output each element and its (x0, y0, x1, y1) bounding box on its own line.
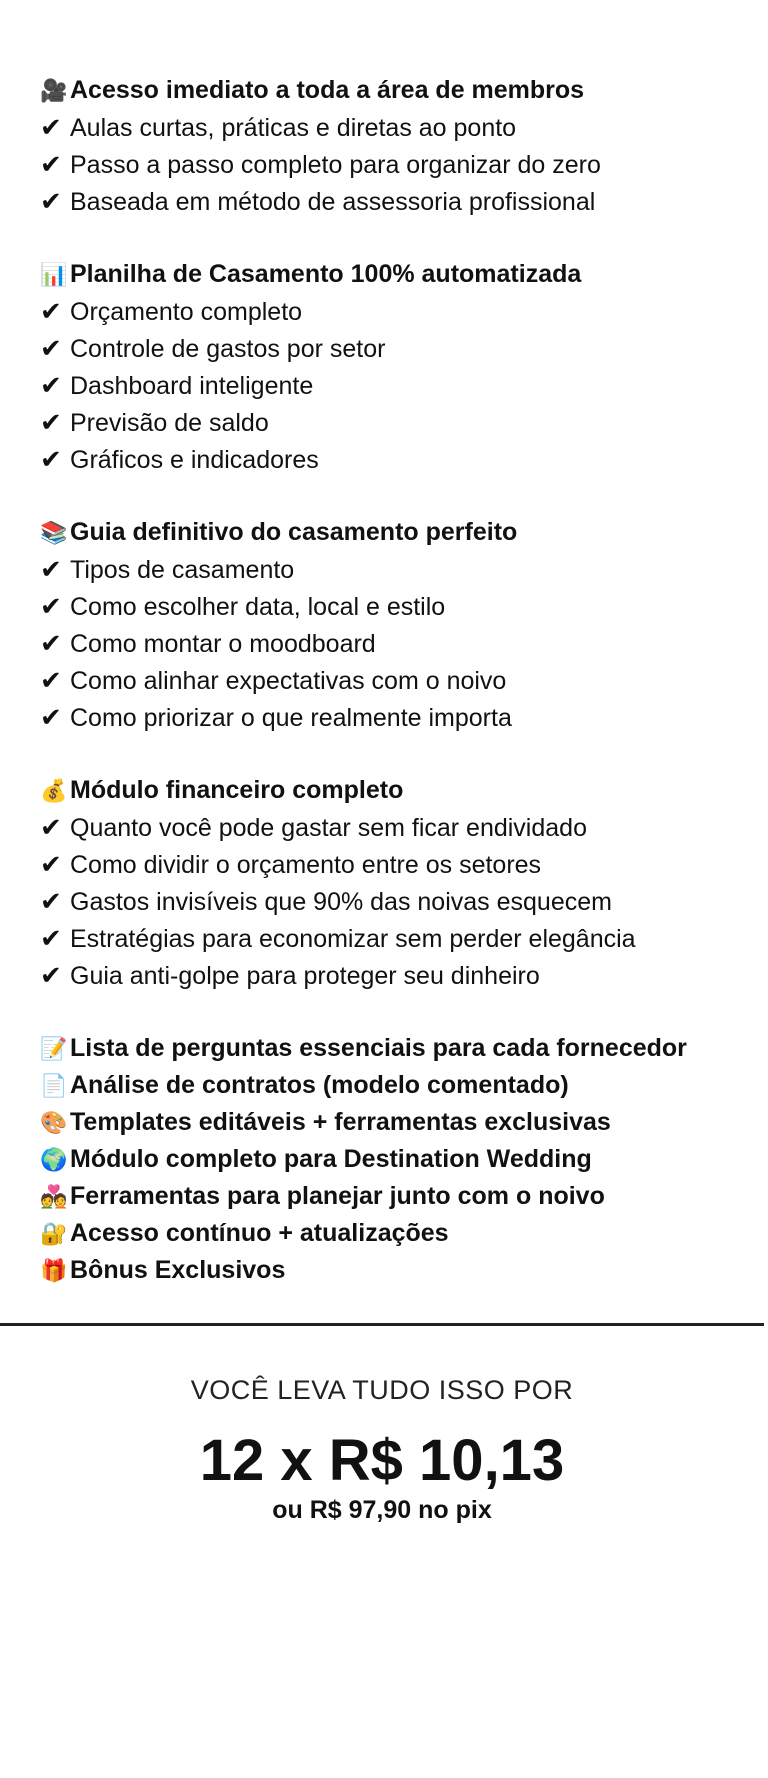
books-icon: 📚 (40, 520, 68, 545)
extra-item-text: Lista de perguntas essenciais para cada fornecedor (70, 1034, 687, 1062)
section-heading (40, 514, 760, 551)
palette-icon: 🎨 (40, 1110, 68, 1135)
list-item-text: Quanto você pode gastar sem ficar endividado (70, 814, 587, 842)
extra-item (40, 1104, 760, 1141)
check-icon: ✔ (40, 407, 62, 437)
list-item-text: Passo a passo completo para organizar do zero (70, 151, 601, 179)
check-icon: ✔ (40, 149, 62, 179)
list-item (40, 920, 760, 957)
check-icon: ✔ (40, 702, 62, 732)
extra-item (40, 1178, 760, 1215)
pricing-block (0, 1370, 764, 1526)
list-item (40, 109, 760, 146)
check-icon: ✔ (40, 112, 62, 142)
extra-item (40, 1252, 760, 1289)
extra-item-text: Ferramentas para planejar junto com o noivo (70, 1182, 605, 1210)
movie-camera-icon: 🎥 (40, 78, 68, 103)
list-item (40, 367, 760, 404)
section-heading-text: Módulo financeiro completo (70, 776, 404, 804)
extra-item (40, 1067, 760, 1104)
check-icon: ✔ (40, 444, 62, 474)
check-icon: ✔ (40, 812, 62, 842)
extra-item-text: Acesso contínuo + atualizações (70, 1219, 449, 1247)
list-item (40, 588, 760, 625)
list-item (40, 846, 760, 883)
list-item (40, 293, 760, 330)
list-item (40, 883, 760, 920)
section-heading-text: Acesso imediato a toda a área de membros (70, 76, 585, 104)
check-icon: ✔ (40, 333, 62, 363)
extra-item (40, 1141, 760, 1178)
list-item-text: Tipos de casamento (70, 556, 295, 584)
extra-item (40, 1215, 760, 1252)
list-item (40, 183, 760, 220)
section-heading-text: Guia definitivo do casamento perfeito (70, 518, 518, 546)
list-item-text: Gastos invisíveis que 90% das noivas esquecem (70, 888, 612, 916)
list-item-text: Dashboard inteligente (70, 372, 314, 400)
check-icon: ✔ (40, 370, 62, 400)
extra-item (40, 1030, 760, 1067)
list-item-text: Como montar o moodboard (70, 630, 376, 658)
list-item-text: Aulas curtas, práticas e diretas ao ponto (70, 114, 517, 142)
check-icon: ✔ (40, 849, 62, 879)
list-item (40, 441, 760, 478)
list-item-text: Como escolher data, local e estilo (70, 593, 446, 621)
benefits-list (40, 72, 760, 1325)
memo-icon: 📝 (40, 1036, 68, 1061)
installment-price: 12 x R$ 10,13 (199, 1428, 565, 1493)
check-icon: ✔ (40, 923, 62, 953)
list-item-text: Controle de gastos por setor (70, 335, 386, 363)
globe-icon: 🌍 (40, 1147, 68, 1172)
check-icon: ✔ (40, 186, 62, 216)
pricing-caption: VOCÊ LEVA TUDO ISSO POR (190, 1375, 574, 1405)
list-item-text: Gráficos e indicadores (70, 446, 319, 474)
bar-chart-icon: 📊 (40, 262, 68, 287)
list-item-text: Orçamento completo (70, 298, 303, 326)
locked-key-icon: 🔐 (40, 1221, 68, 1246)
list-item-text: Como dividir o orçamento entre os setores (70, 851, 542, 879)
extra-item-text: Módulo completo para Destination Wedding (70, 1145, 592, 1173)
extra-item-text: Bônus Exclusivos (70, 1256, 286, 1284)
divider (0, 1323, 764, 1326)
section-members-area (40, 72, 760, 220)
list-item (40, 699, 760, 736)
check-icon: ✔ (40, 960, 62, 990)
section-wedding-guide (40, 514, 760, 736)
check-icon: ✔ (40, 296, 62, 326)
list-item (40, 404, 760, 441)
check-icon: ✔ (40, 886, 62, 916)
check-icon: ✔ (40, 591, 62, 621)
list-item-text: Como priorizar o que realmente importa (70, 704, 512, 732)
couple-heart-icon: 💑 (40, 1184, 68, 1209)
check-icon: ✔ (40, 628, 62, 658)
list-item (40, 330, 760, 367)
pix-price: ou R$ 97,90 no pix (272, 1496, 492, 1524)
section-financial-module (40, 772, 760, 994)
list-item-text: Baseada em método de assessoria profissional (70, 188, 596, 216)
gift-icon: 🎁 (40, 1258, 68, 1283)
list-item (40, 625, 760, 662)
list-item (40, 809, 760, 846)
money-bag-icon: 💰 (40, 778, 68, 803)
section-extras (40, 1030, 760, 1289)
section-heading (40, 772, 760, 809)
list-item (40, 146, 760, 183)
section-heading (40, 256, 760, 293)
list-item-text: Previsão de saldo (70, 409, 269, 437)
extra-item-text: Análise de contratos (modelo comentado) (70, 1071, 569, 1099)
list-item-text: Guia anti-golpe para proteger seu dinheiro (70, 962, 540, 990)
document-icon: 📄 (40, 1073, 68, 1098)
list-item (40, 551, 760, 588)
extra-item-text: Templates editáveis + ferramentas exclusivas (70, 1108, 611, 1136)
list-item (40, 662, 760, 699)
section-heading-text: Planilha de Casamento 100% automatizada (70, 260, 582, 288)
section-spreadsheet (40, 256, 760, 478)
section-heading (40, 72, 760, 109)
list-item-text: Estratégias para economizar sem perder elegância (70, 925, 636, 953)
check-icon: ✔ (40, 554, 62, 584)
check-icon: ✔ (40, 665, 62, 695)
list-item (40, 957, 760, 994)
list-item-text: Como alinhar expectativas com o noivo (70, 667, 507, 695)
